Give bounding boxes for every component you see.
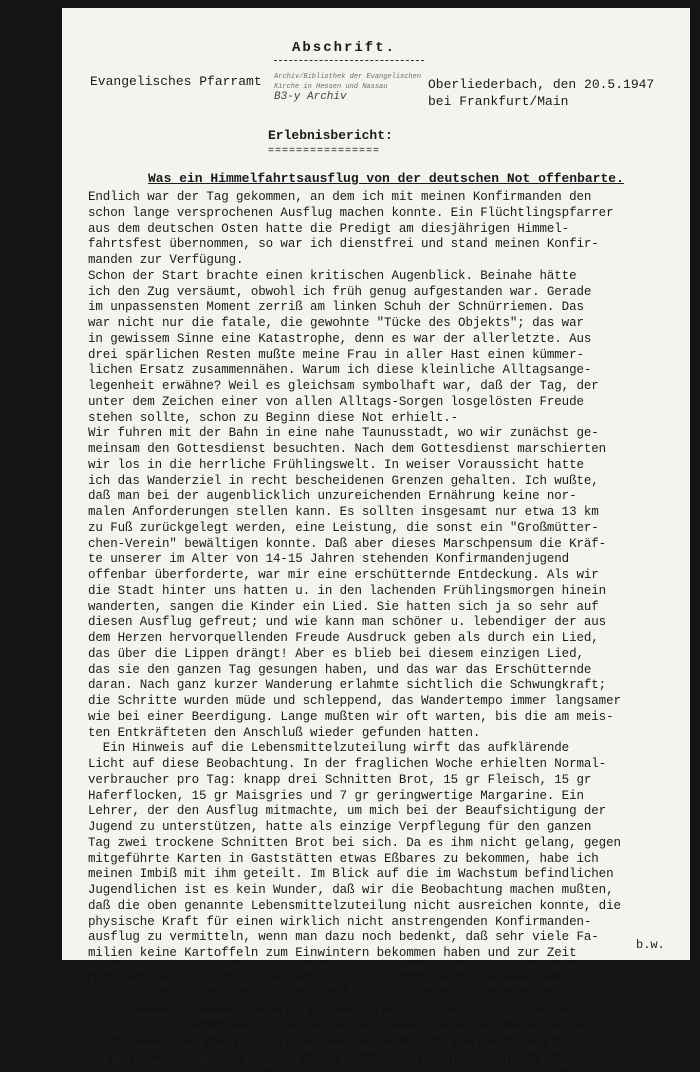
text-line: daß man bei der augenblicklich unzureichenden Ernährung keine nor- [88, 489, 577, 504]
text-line: verbraucher pro Tag: knapp drei Schnitten Brot, 15 gr Fleisch, 15 gr [88, 772, 592, 787]
text-line: schon lange versprochenen Ausflug machen konnte. Ein Flüchtlingspfarrer [88, 205, 614, 220]
text-line: die Stadt hinter uns hatten u. in den lachenden Frühlingsmorgen hinein [88, 583, 607, 598]
place-date-line: bei Frankfurt/Main [428, 94, 569, 109]
text-line: Haferflocken, 15 gr Maisgries und 7 gr geringwertige Margarine. Ein [88, 788, 584, 803]
stamp-line: Kirche in Hessen und Nassau [274, 83, 388, 91]
text-line: Tag zwei trockene Schnitten Brot bei sich. Da es ihm nicht gelang, gegen [88, 835, 621, 850]
stamp-line: B3-y Archiv [274, 91, 347, 103]
text-line: mitgeführte Karten in Gaststätten etwas Eßbares zu bekommen, habe ich [88, 851, 599, 866]
text-line: Licht auf diese Beobachtung. In der fraglichen Woche erhielten Normal- [88, 757, 607, 771]
text-line: die Schritte wurden müde und schleppend, das Wandertempo immer langsamer [88, 694, 621, 708]
text-line: war nicht nur die fatale, die gewohnte "Tücke des Objekts"; das war [88, 316, 584, 330]
document-page [62, 8, 690, 1071]
text-line: drei spärlichen Resten mußte meine Frau in aller Hast einen kümmer- [88, 347, 584, 362]
text-line: wanderten, sangen die Kinder ein Lied. Sie hatten sich ja so sehr auf [88, 599, 599, 614]
text-line: daran. Nach ganz kurzer Wanderung erlahmte sichtlich die Schwungkraft; [88, 678, 607, 693]
continue-mark: b.w. [636, 938, 665, 952]
text-line: Jugendlichen ist es kein Wunder, daß wir die Beobachtung machen mußten, [88, 883, 614, 897]
text-line: wir los in die herrliche Frühlingswelt. In weiser Voraussicht hatte [88, 457, 584, 472]
text-line: lichen Ersatz zusammennähen. Warum ich diese kleinliche Alltagsange- [88, 363, 592, 378]
report-title: Erlebnisbericht: [268, 128, 393, 143]
text-line: meinen Imbiß mit ihm geteilt. Im Blick auf die im Wachstum befindlichen [88, 867, 614, 882]
text-line: in gewissem Sinne eine Katastrophe, denn es war der allerletzte. Aus [88, 331, 592, 346]
place-date [428, 76, 654, 110]
text-line: manden zur Verfügung. [88, 253, 244, 267]
document-title: Abschrift. [292, 40, 397, 56]
archive-stamp [274, 72, 424, 116]
text-line: legenheit erwähne? Weil es gleichsam symbolhaft war, daß der Tag, der [88, 379, 599, 393]
sender: Evangelisches Pfarramt [90, 74, 262, 89]
text-line: das sie den ganzen Tag gesungen haben, und das war das Erschütternde [88, 662, 592, 677]
text-line: ten Entkräfteten den Anschluß wieder gefunden hatten. [88, 725, 481, 740]
text-line: chen-Verein" bewältigen konnte. Daß aber dieses Marschpensum die Kräf- [88, 536, 607, 551]
text-line: toffelschalen. Meine Frau gab zur Antwort, wir hätten selber Kaninchen, [88, 1056, 614, 1071]
place-date-line: Oberliederbach, den 20.5.1947 [428, 77, 655, 92]
text-line: fahrtsfest übernommen, so war ich dienstfrei und stand meinen Konfir- [88, 237, 599, 252]
text-line: wie bei einer Beerdigung. Lange mußten wir oft warten, bis die am meis- [88, 709, 614, 724]
text-line: fristen können. Von Satt-Essen ist ja schon lange keine Rede mehr. [88, 977, 577, 992]
report-title-underline: ================ [268, 146, 381, 157]
text-line: stehen sollte, schon zu Beginn diese Not erhielt.- [88, 410, 459, 425]
text-line: aus dem deutschen Osten hatte die Predigt am diesjährigen Himmel- [88, 221, 570, 236]
text-line: ich den Zug versäumt, obwohl ich früh genug aufgestanden war. Gerade [88, 284, 592, 299]
text-line: das über die Lippen drängt! Aber es blieb bei diesem einzigen Lied, [88, 646, 584, 661]
text-line: physische Kraft für einen wirklich nicht anstrengenden Konfirmanden- [88, 914, 592, 929]
text-line: ich das Wanderziel in recht bescheidenen Grenzen gehalten. Ich wußte, [88, 473, 599, 488]
text-line: Endlich war der Tag gekommen, an dem ich mit meinen Konfirmanden den [88, 190, 592, 204]
text-line: daß die oben genannte Lebensmittelzuteilung nicht ausreichen konnte, die [88, 898, 621, 913]
text-line: zu Fuß zurückgelegt werden, eine Leistung, die sonst ein "Großmütter- [88, 520, 599, 535]
text-line: Wir fuhren mit der Bahn in eine nahe Taunusstadt, wo wir zunächst ge- [88, 426, 599, 441]
text-line: diesen Ausflug gefreut; und wie kann man schöner u. lebendiger der aus [88, 615, 607, 630]
text-line: Vorortgemeinde Frankfurts in meinem Hause vor und bettelte um Kar- [88, 1040, 577, 1055]
text-line: im unpassensten Moment zerriß am linken Schuh der Schnürriemen. Das [88, 300, 584, 315]
text-line: außer den offiziellen Zuteilungen nichts haben, womit sie ihr Dasein [88, 961, 592, 976]
text-line: meinsam den Gottesdienst besuchten. Nach dem Gottesdienst marschierten [88, 442, 607, 456]
text-line: Ein Hinweis auf die Lebensmittelzuteilung wirft das aufklärende [88, 741, 570, 756]
headline: Was ein Himmelfahrtsausflug von der deutschen Not offenbarte. [148, 171, 624, 186]
text-line: ausflug zu vermitteln, wenn man dazu noch bedenkt, daß sehr viele Fa- [88, 930, 599, 945]
text-line: malen Anforderungen stellen kann. Es sollten insgesamt nur etwa 13 km [88, 505, 599, 519]
text-line: Jugend zu unterstützen, hatte als einzige Verpflegung für den ganzen [88, 820, 592, 834]
text-line [88, 993, 678, 1009]
stamp-line: Archiv/Bibliothek der Evangelischen [274, 73, 422, 81]
text-line: milien keine Kartoffeln zum Einwintern bekommen haben und zur Zeit [88, 946, 577, 960]
text-line: Schon der Start brachte einen kritischen Augenblick. Beinahe hätte [88, 268, 577, 283]
text-line: unter dem Zeichen einer von allen Alltags-Sorgen losgelösten Freude [88, 394, 584, 409]
title-rule [274, 60, 424, 61]
text-line: offenbar überforderte, war mir eine erschütternde Entdeckung. Als wir [88, 568, 599, 582]
body-text [88, 190, 678, 1072]
text-line: In diesem Zusammenhang ein kleines Erlebnis, das für sich selber [88, 1009, 577, 1023]
text-line: Lehrer, der den Ausflug mitmachte, um mich bei der Beaufsichtigung der [88, 804, 607, 819]
text-line: te unserer im Alter von 14-15 Jahren stehenden Konfirmandenjugend [88, 552, 570, 567]
text-line: spricht. Einige Wochen vorher sprach ein Mann aus einer benachbarten [88, 1024, 592, 1039]
text-line: dem Herzen hervorquellenden Freude Ausdruck geben als durch ein Lied, [88, 631, 599, 645]
